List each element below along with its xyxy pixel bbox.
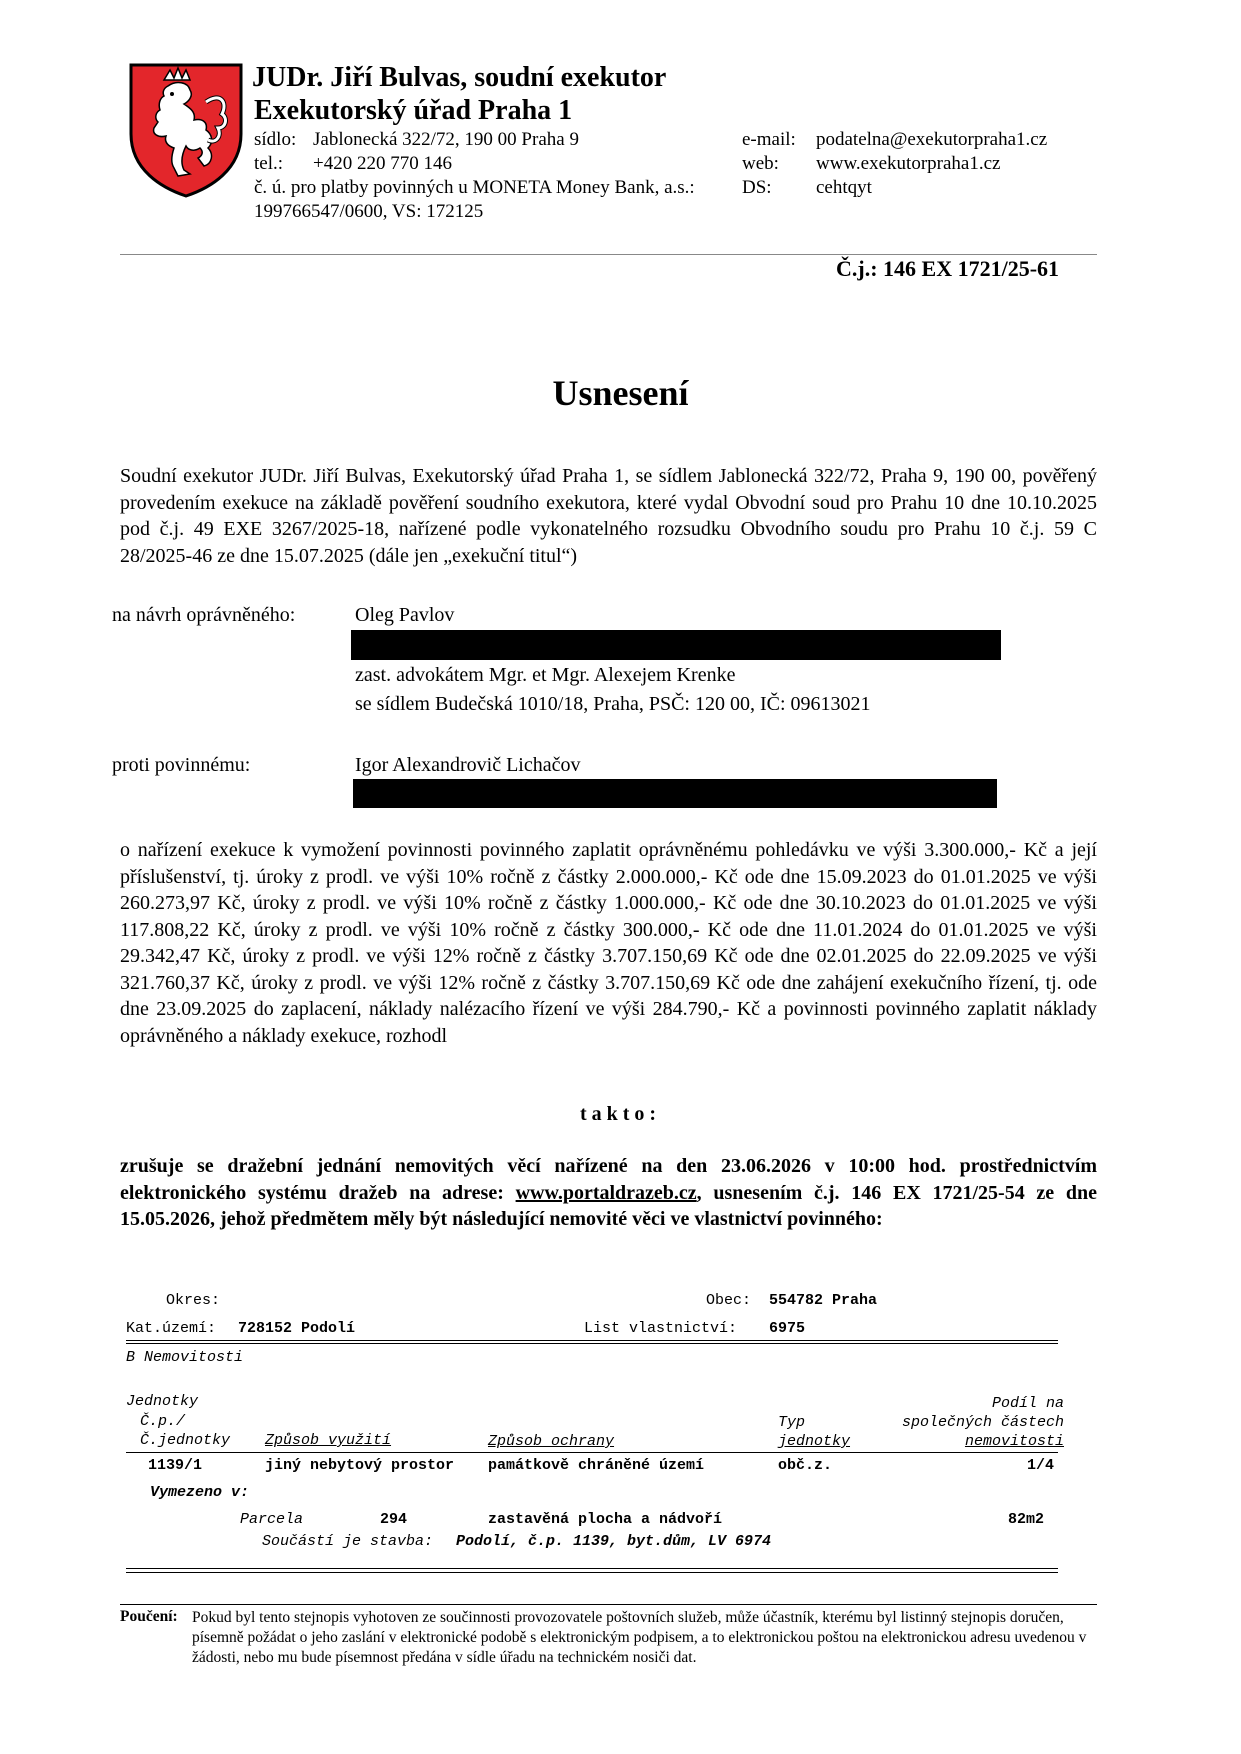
lv-col-cp: Č.p./ <box>140 1413 186 1430</box>
debtor-label: proti povinnému: <box>112 754 251 776</box>
email-label: e-mail: <box>742 129 796 150</box>
tel-label: tel.: <box>254 153 284 174</box>
lv-vymezeno-label: Vymezeno v: <box>150 1484 250 1501</box>
creditor-address-redaction <box>351 630 1001 660</box>
lv-col-podil-3: nemovitosti <box>964 1433 1064 1450</box>
sidlo-label: sídlo: <box>254 129 297 150</box>
lv-row-podil: 1/4 <box>1026 1457 1054 1474</box>
coat-of-arms-logo <box>128 62 244 198</box>
lv-soucasti-value: Podolí, č.p. 1139, byt.dům, LV 6974 <box>456 1533 772 1550</box>
claim-paragraph: o nařízení exekuce k vymožení povinnosti povinného zaplatit oprávněnému pohledávku ve výši 3.300.000,- Kč a její příslušenství, tj. úroky z prodl. ve výši 10% ročně z částky 2.000.000,- Kč ode dne 15.09.2023 do 01.01.2025 ve výši 260.273,97 Kč, úroky z prodl. ve výši 10% ročně z částky 1.000.000,- Kč ode dne 30.10.2023 do 01.01.2025 ve výši 117.808,22 Kč, úroky z prodl. ve výši 10% ročně z částky 300.000,- Kč ode dne 11.01.2024 do 01.01.2025 ve výši 29.342,47 Kč, úroky z prodl. ve výši 12% ročně z částky 3.707.150,69 Kč ode dne 02.01.2025 do 22.09.2025 ve výši 321.760,37 Kč, úroky z prodl. ve výši 12% ročně z částky 3.707.150,69 Kč ode dne zahájení exekučního řízení, tj. ode dne 23.09.2025 do zaplacení, náklady nalézacího řízení ve výši 284.790,- Kč a povinnosti povinného zaplatit náklady oprávněného a náklady exekuce, rozhodl <box>120 839 1097 1047</box>
office-name: Exekutorský úřad Praha 1 <box>254 95 573 126</box>
lv-col-jednotky: Jednotky <box>126 1393 199 1410</box>
creditor-name: Oleg Pavlov <box>355 604 455 626</box>
lv-okres-label: Okres: <box>166 1292 221 1309</box>
lv-top-rule-2 <box>126 1343 1058 1344</box>
lv-col-cjednotky: Č.jednotky <box>140 1432 231 1449</box>
lv-katuzemi-label: Kat.území: <box>126 1320 217 1337</box>
tel-value: +420 220 770 146 <box>313 153 452 174</box>
case-number: Č.j.: 146 EX 1721/25-61 <box>836 256 1060 281</box>
lv-obec-value: 554782 Praha <box>769 1292 878 1309</box>
decision-text-1: zrušuje se dražební jednání nemovitých věcí nařízené na den 23.06.2026 v 10:00 hod. prostřednictvím elektronického systému dražeb na adrese: <box>120 1155 1097 1204</box>
lv-col-zpusob-vyuziti: Způsob využití <box>265 1432 392 1449</box>
executor-name: JUDr. Jiří Bulvas, soudní exekutor <box>252 62 667 93</box>
account-line-1: č. ú. pro platby povinných u MONETA Money Bank, a.s.: <box>254 177 695 198</box>
decision-paragraph <box>120 1153 1097 1233</box>
lv-bottom-rule-1 <box>126 1568 1058 1569</box>
intro-paragraph: Soudní exekutor JUDr. Jiří Bulvas, Exekutorský úřad Praha 1, se sídlem Jablonecká 322/72, Praha 9, 190 00, pověřený provedením exekuce na základě pověření soudního exekutora, které vydal Obvodní soud pro Prahu 10 dne 10.10.2025 pod č.j. 49 EXE 3267/2025-18, nařízené podle vykonatelného rozsudku Obvodního soudu pro Prahu 10 č.j. 59 C 28/2025-46 ze dne 15.07.2025 (dále jen „exekuční titul“) <box>120 465 1097 567</box>
lv-header-rule <box>126 1452 1058 1453</box>
lv-katuzemi-value: 728152 Podolí <box>238 1320 356 1337</box>
takto-heading: takto: <box>579 1103 662 1125</box>
web-value: www.exekutorpraha1.cz <box>816 153 1001 174</box>
lv-section-title: B Nemovitosti <box>126 1349 244 1366</box>
lv-top-rule-1 <box>126 1340 1058 1341</box>
lv-col-typ-1: Typ <box>778 1414 806 1431</box>
creditor-label: na návrh oprávněného: <box>112 604 296 626</box>
lv-parcela-value: 294 <box>380 1511 408 1528</box>
sidlo-value: Jablonecká 322/72, 190 00 Praha 9 <box>313 129 579 150</box>
lv-row-typ: obč.z. <box>778 1457 833 1474</box>
lv-soucasti-label: Součástí je stavba: <box>262 1533 434 1550</box>
lv-col-podil-1: Podíl na <box>991 1395 1064 1412</box>
lv-col-podil-2: společných částech <box>901 1414 1064 1431</box>
decision-text-2: , usnesením č.j. 146 EX 1721/25-54 ze dne 15.05.2026, jehož předmětem měly být následující nemovité věci ve vlastnictví povinného: <box>120 1181 1097 1230</box>
lv-list-label: List vlastnictví: <box>584 1320 738 1337</box>
lv-obec-label: Obec: <box>706 1292 752 1309</box>
debtor-name: Igor Alexandrovič Lichačov <box>355 754 581 776</box>
lv-parcela-label: Parcela <box>240 1511 304 1528</box>
account-line-2: 199766547/0600, VS: 172125 <box>254 201 484 222</box>
ds-label: DS: <box>742 177 772 198</box>
ds-value: cehtqyt <box>816 177 872 198</box>
header-divider <box>120 254 1097 255</box>
web-label: web: <box>742 153 779 174</box>
notice-label: Poučení: <box>120 1608 178 1625</box>
lv-parcela-vymera: 82m2 <box>1007 1511 1044 1528</box>
debtor-address-redaction <box>353 779 997 808</box>
lv-col-zpusob-ochrany: Způsob ochrany <box>488 1433 615 1450</box>
lv-bottom-rule-2 <box>126 1572 1058 1573</box>
lv-row-cjednotky: 1139/1 <box>148 1457 203 1474</box>
creditor-representative-address: se sídlem Budečská 1010/18, Praha, PSČ: 120 00, IČ: 09613021 <box>355 693 871 715</box>
notice-text: Pokud byl tento stejnopis vyhotoven ze součinnosti provozovatele poštovních služeb, může účastník, kterému byl listinný stejnopis doručen, písemně požádat o jeho zaslání v elektronické podobě s elektronickým podpisem, a to elektronickou poštou na elektronickou adresu uvedenou v žádosti, nebo mu bude písemnost předána v sídle úřadu na technickém nosiči dat. <box>192 1609 1087 1666</box>
email-value: podatelna@exekutorpraha1.cz <box>816 129 1048 150</box>
lv-col-typ-2: jednotky <box>778 1433 851 1450</box>
lv-parcela-druh: zastavěná plocha a nádvoří <box>488 1511 723 1528</box>
portal-link[interactable]: www.portaldrazeb.cz <box>515 1181 697 1204</box>
creditor-representative: zast. advokátem Mgr. et Mgr. Alexejem Krenke <box>355 664 736 686</box>
lv-row-vyuziti: jiný nebytový prostor <box>265 1457 455 1474</box>
lv-row-ochrana: památkově chráněné území <box>488 1457 705 1474</box>
document-title: Usnesení <box>552 373 689 413</box>
notice-divider <box>120 1604 1097 1605</box>
lv-list-value: 6975 <box>769 1320 806 1337</box>
